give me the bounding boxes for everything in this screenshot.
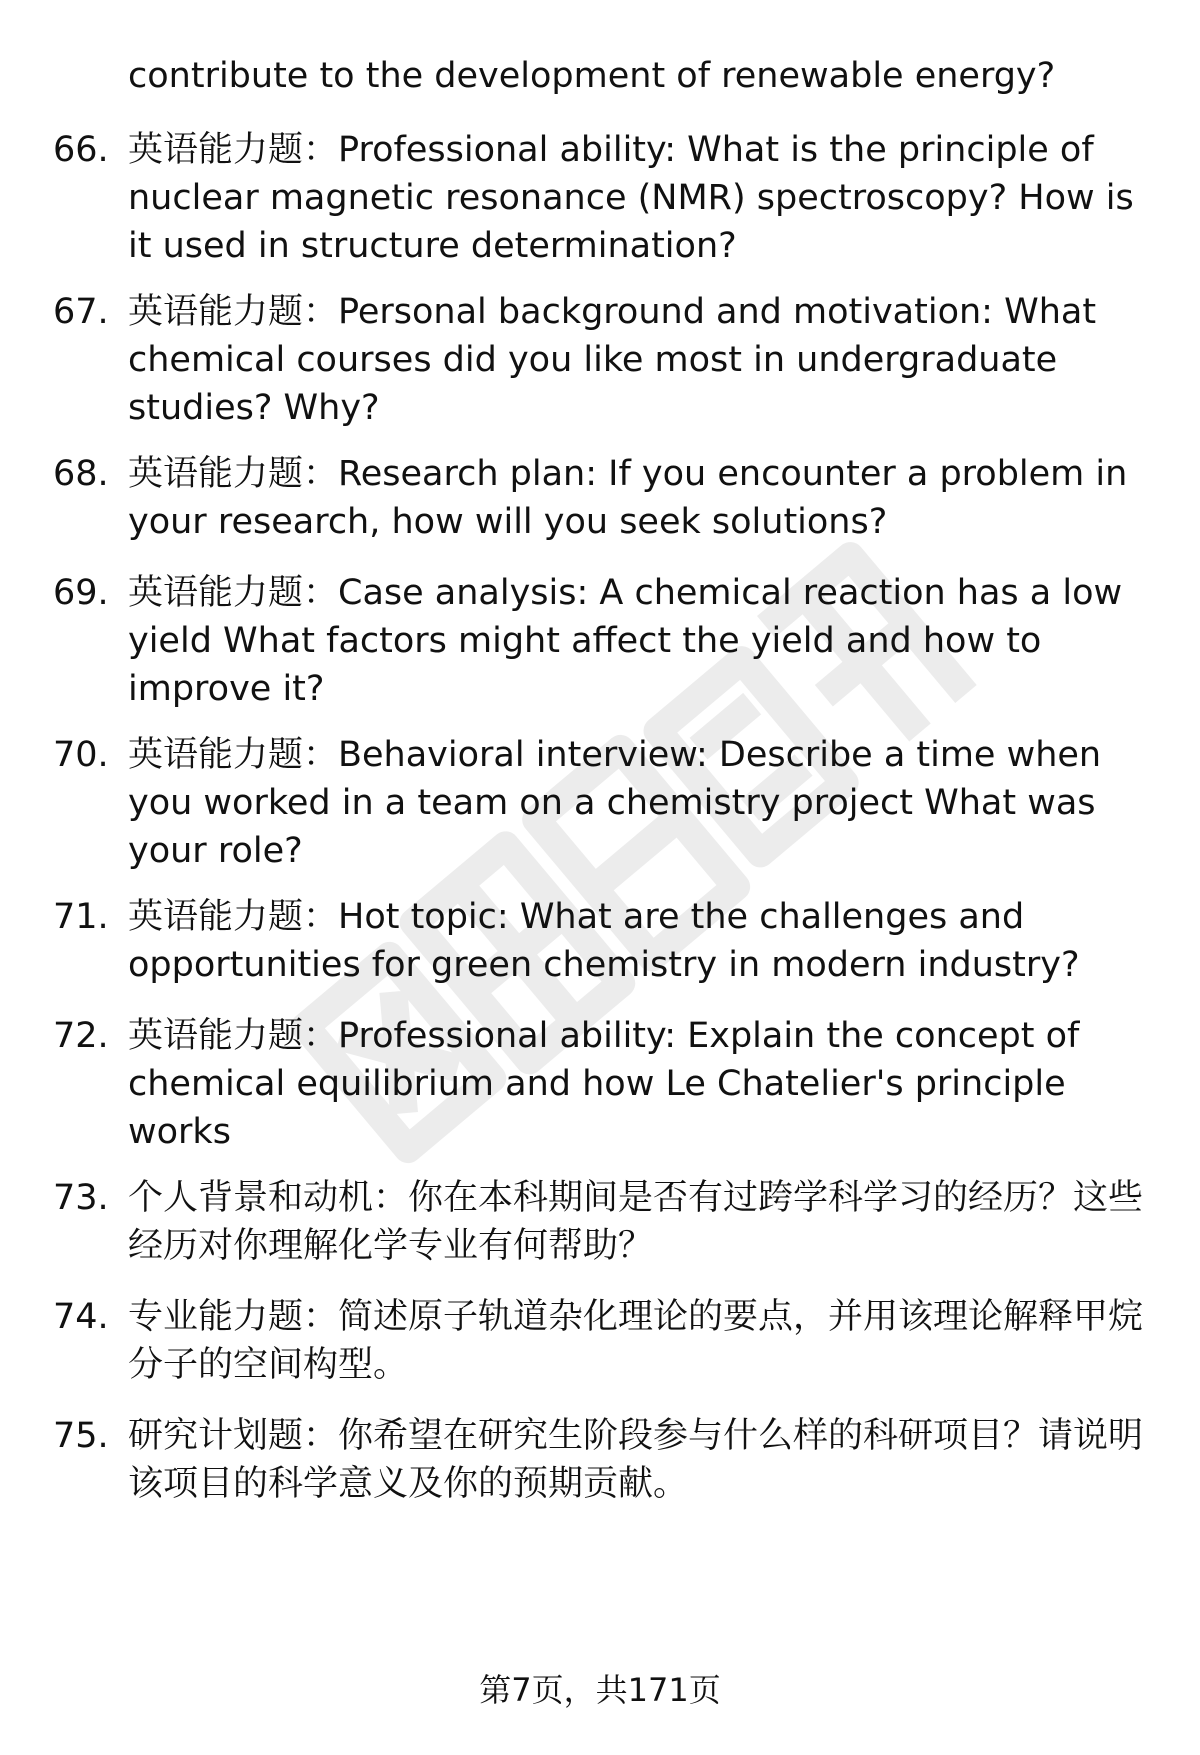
question-text: 研究计划题：你希望在研究生阶段参与什么样的科研项目？请说明该项目的科学意义及你的预期贡献。 (128, 1416, 1144, 1504)
question-number: 67. (53, 292, 109, 332)
question-text: 英语能力题：Research plan: If you encounter a problem in your research, how will you seek solutions? (128, 454, 1128, 542)
question-text: 英语能力题：Professional ability: What is the principle of nuclear magnetic resonance (NMR) spectroscopy? How is it used in structure determination? (128, 130, 1134, 266)
question-text: 个人背景和动机：你在本科期间是否有过跨学科学习的经历？这些经历对你理解化学专业有何帮助？ (128, 1178, 1144, 1266)
question-text: 英语能力题：Behavioral interview: Describe a time when you worked in a team on a chemistry project What was your role? (128, 735, 1102, 871)
question-text: 英语能力题：Professional ability: Explain the concept of chemical equilibrium and how Le Chatelier's principle works (128, 1016, 1080, 1152)
continuation-line: contribute to the development of renewable energy? (128, 56, 1056, 96)
question-number: 72. (53, 1016, 109, 1056)
question-number: 71. (53, 897, 109, 937)
page-footer: 第7页，共171页 (479, 1671, 721, 1709)
question-number: 70. (53, 735, 109, 775)
question-text: 英语能力题：Hot topic: What are the challenges and opportunities for green chemistry in modern industry? (128, 897, 1080, 985)
question-number: 74. (53, 1297, 109, 1337)
question-number: 75. (53, 1416, 109, 1456)
question-text: 英语能力题：Personal background and motivation: What chemical courses did you like most in undergraduate studies? Why? (128, 292, 1097, 428)
question-number: 68. (53, 454, 109, 494)
question-number: 69. (53, 573, 109, 613)
question-text: 英语能力题：Case analysis: A chemical reaction has a low yield What factors might affect the yield and how to improve it? (128, 573, 1123, 709)
question-text: 专业能力题：简述原子轨道杂化理论的要点，并用该理论解释甲烷分子的空间构型。 (128, 1297, 1144, 1385)
question-number: 66. (53, 130, 109, 170)
question-number: 73. (53, 1178, 109, 1218)
